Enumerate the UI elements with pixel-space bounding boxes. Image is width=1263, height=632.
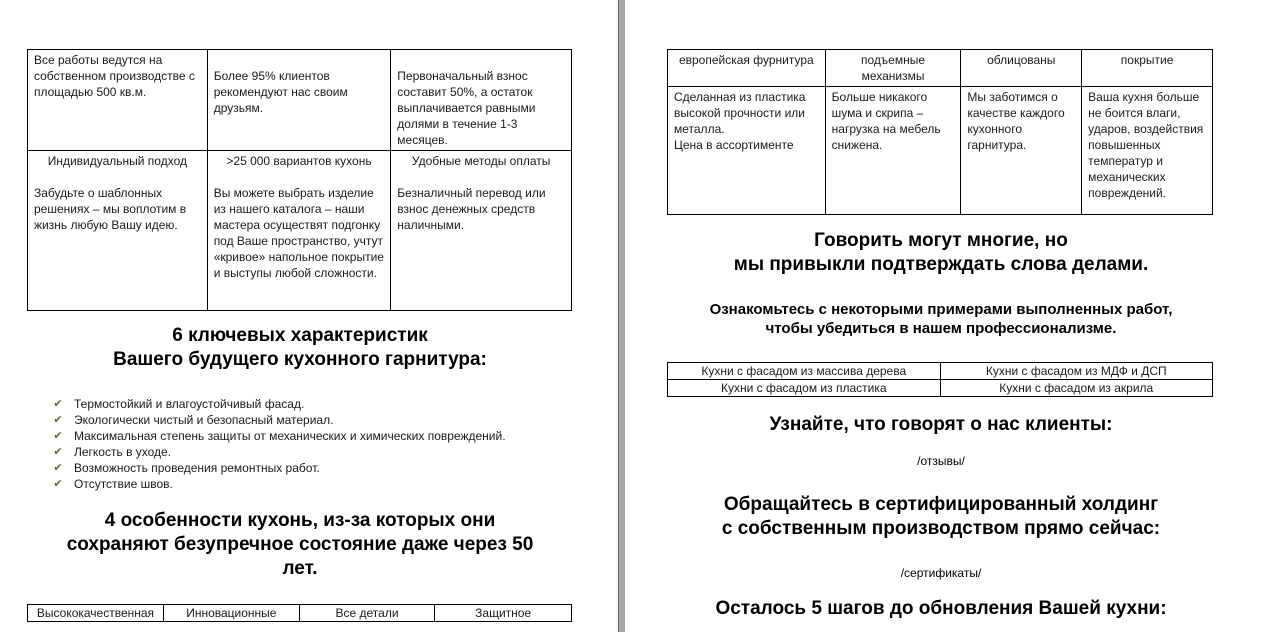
table-header-cell — [668, 50, 826, 87]
deeds-heading — [626, 229, 1256, 277]
table-cell — [961, 87, 1082, 215]
document-page-left — [0, 0, 604, 632]
heading-line: лет. — [282, 558, 318, 579]
work-link-text: Кухни с фасадом из МДФ и ДСП — [985, 364, 1167, 378]
heading-line: Осталось 5 шагов до обновления Вашей кухни: — [715, 598, 1167, 619]
work-link[interactable] — [668, 363, 941, 380]
list-item-text: Термостойкий и влагоустойчивый фасад. — [74, 397, 305, 411]
list-item-text: Отсутствие швов. — [74, 477, 173, 491]
header-text: облицованы — [987, 53, 1056, 67]
cell-title: Индивидуальный подход — [47, 154, 187, 168]
table-header-cell — [435, 605, 572, 622]
page-divider — [604, 0, 626, 632]
work-link-text: Кухни с фасадом из пластика — [720, 381, 887, 395]
table-cell — [391, 50, 572, 151]
table-cell — [207, 50, 391, 151]
heading-line: чтобы убедиться в нашем профессионализме. — [765, 320, 1117, 337]
heading-line: 6 ключевых характеристик — [172, 325, 428, 346]
table-cell — [668, 87, 826, 215]
cell-text: Мы заботимся о качестве каждого кухонного гарнитура. — [967, 90, 1065, 152]
table-header-cell — [163, 605, 299, 622]
steps-heading — [626, 597, 1256, 621]
work-link-text: Кухни с фасадом из акрила — [999, 381, 1154, 395]
header-text: европейская фурнитура — [678, 53, 814, 67]
list-item — [51, 460, 506, 476]
table-cell — [391, 151, 572, 311]
cell-title: Удобные методы оплаты — [411, 154, 551, 168]
list-item-text: Максимальная степень защиты от механических и химических повреждений. — [74, 429, 506, 443]
cell-title: >25 000 вариантов кухонь — [226, 154, 372, 168]
heading-line: с собственным производством прямо сейчас: — [721, 518, 1161, 539]
table-cell — [825, 87, 961, 215]
work-link[interactable] — [940, 380, 1213, 397]
checkmark-icon: ✔ — [53, 414, 63, 426]
benefits-table — [27, 49, 572, 311]
table-cell — [28, 50, 208, 151]
work-link[interactable] — [668, 380, 941, 397]
heading-line: Вашего будущего кухонного гарнитура: — [113, 349, 487, 370]
cell-text: Первоначальный взнос составит 50%, а остаток выплачивается равными долями в течение 1-3 месяцев. — [397, 69, 536, 147]
cell-text: Ваша кухня больше не боится влаги, ударов, воздействия повышенных температур и механических повреждений. — [1088, 90, 1204, 200]
heading-line: 4 особенности кухонь, из-за которых они — [104, 510, 496, 531]
cell-text: Сделанная из пластика высокой прочности или металла. Цена в ассортименте — [674, 90, 806, 152]
table-header-cell — [28, 605, 164, 622]
cell-text: Более 95% клиентов рекомендуют нас своим друзьям. — [213, 69, 348, 115]
features-detail-table — [667, 49, 1213, 215]
table-header-cell — [299, 605, 435, 622]
work-link[interactable] — [940, 363, 1213, 380]
heading-line: сохраняют безупречное состояние даже через 50 — [66, 534, 534, 555]
heading-line: мы привыкли подтверждать слова делами. — [733, 254, 1149, 275]
work-link-text: Кухни с фасадом из массива дерева — [701, 364, 907, 378]
table-header-cell — [961, 50, 1082, 87]
table-header-cell — [1082, 50, 1213, 87]
cell-text: Больше никакого шума и скрипа – нагрузка на мебель снижена. — [831, 90, 941, 152]
list-item-text: Легкость в уходе. — [74, 445, 172, 459]
table-header-cell — [825, 50, 961, 87]
header-text: покрытие — [1120, 53, 1174, 67]
list-item-text: Экологически чистый и безопасный материал. — [74, 413, 334, 427]
features-heading — [0, 324, 600, 372]
document-page-right — [626, 0, 1263, 632]
table-cell — [1082, 87, 1213, 215]
heading-line: Говорить могут многие, но — [814, 230, 1068, 251]
list-item — [51, 412, 506, 428]
features-list — [51, 396, 506, 492]
examples-subheading — [626, 300, 1256, 338]
list-item — [51, 444, 506, 460]
cell-text: Вы можете выбрать изделие из нашего каталога – наши мастера осуществят подгонку под Ваше пространство, учтут «кривое» напольное покрытие и выступы любой сложности. — [213, 186, 384, 280]
header-text: Высококачественная — [36, 606, 155, 620]
header-text: подъемные механизмы — [861, 53, 926, 83]
reviews-placeholder: /отзывы/ — [917, 454, 965, 468]
list-item — [51, 428, 506, 444]
header-text: Защитное — [475, 606, 532, 620]
heading-line: Ознакомьтесь с некоторыми примерами выполненных работ, — [709, 301, 1173, 318]
certificates-placeholder: /сертификаты/ — [900, 566, 982, 580]
table-cell — [207, 151, 391, 311]
header-text: Инновационные — [186, 606, 277, 620]
durability-heading — [0, 509, 600, 581]
checkmark-icon: ✔ — [53, 478, 63, 490]
heading-line: Обращайтесь в сертифицированный холдинг — [723, 494, 1159, 515]
checkmark-icon: ✔ — [53, 446, 63, 458]
checkmark-icon: ✔ — [53, 398, 63, 410]
certified-heading — [626, 493, 1256, 541]
heading-line: Узнайте, что говорят о нас клиенты: — [769, 414, 1113, 435]
list-item — [51, 476, 506, 492]
cell-text: Все работы ведутся на собственном производстве с площадью 500 кв.м. — [34, 53, 195, 99]
features-header-table — [27, 604, 572, 622]
list-item — [51, 396, 506, 412]
checkmark-icon: ✔ — [53, 462, 63, 474]
cell-text: Забудьте о шаблонных решениях – мы воплотим в жизнь любую Вашу идею. — [34, 186, 187, 232]
cell-text: Безналичный перевод или взнос денежных средств наличными. — [397, 186, 546, 232]
header-text: Все детали — [335, 606, 399, 620]
works-table — [667, 362, 1213, 397]
reviews-heading — [626, 413, 1256, 437]
table-cell — [28, 151, 208, 311]
checkmark-icon: ✔ — [53, 430, 63, 442]
list-item-text: Возможность проведения ремонтных работ. — [74, 461, 320, 475]
